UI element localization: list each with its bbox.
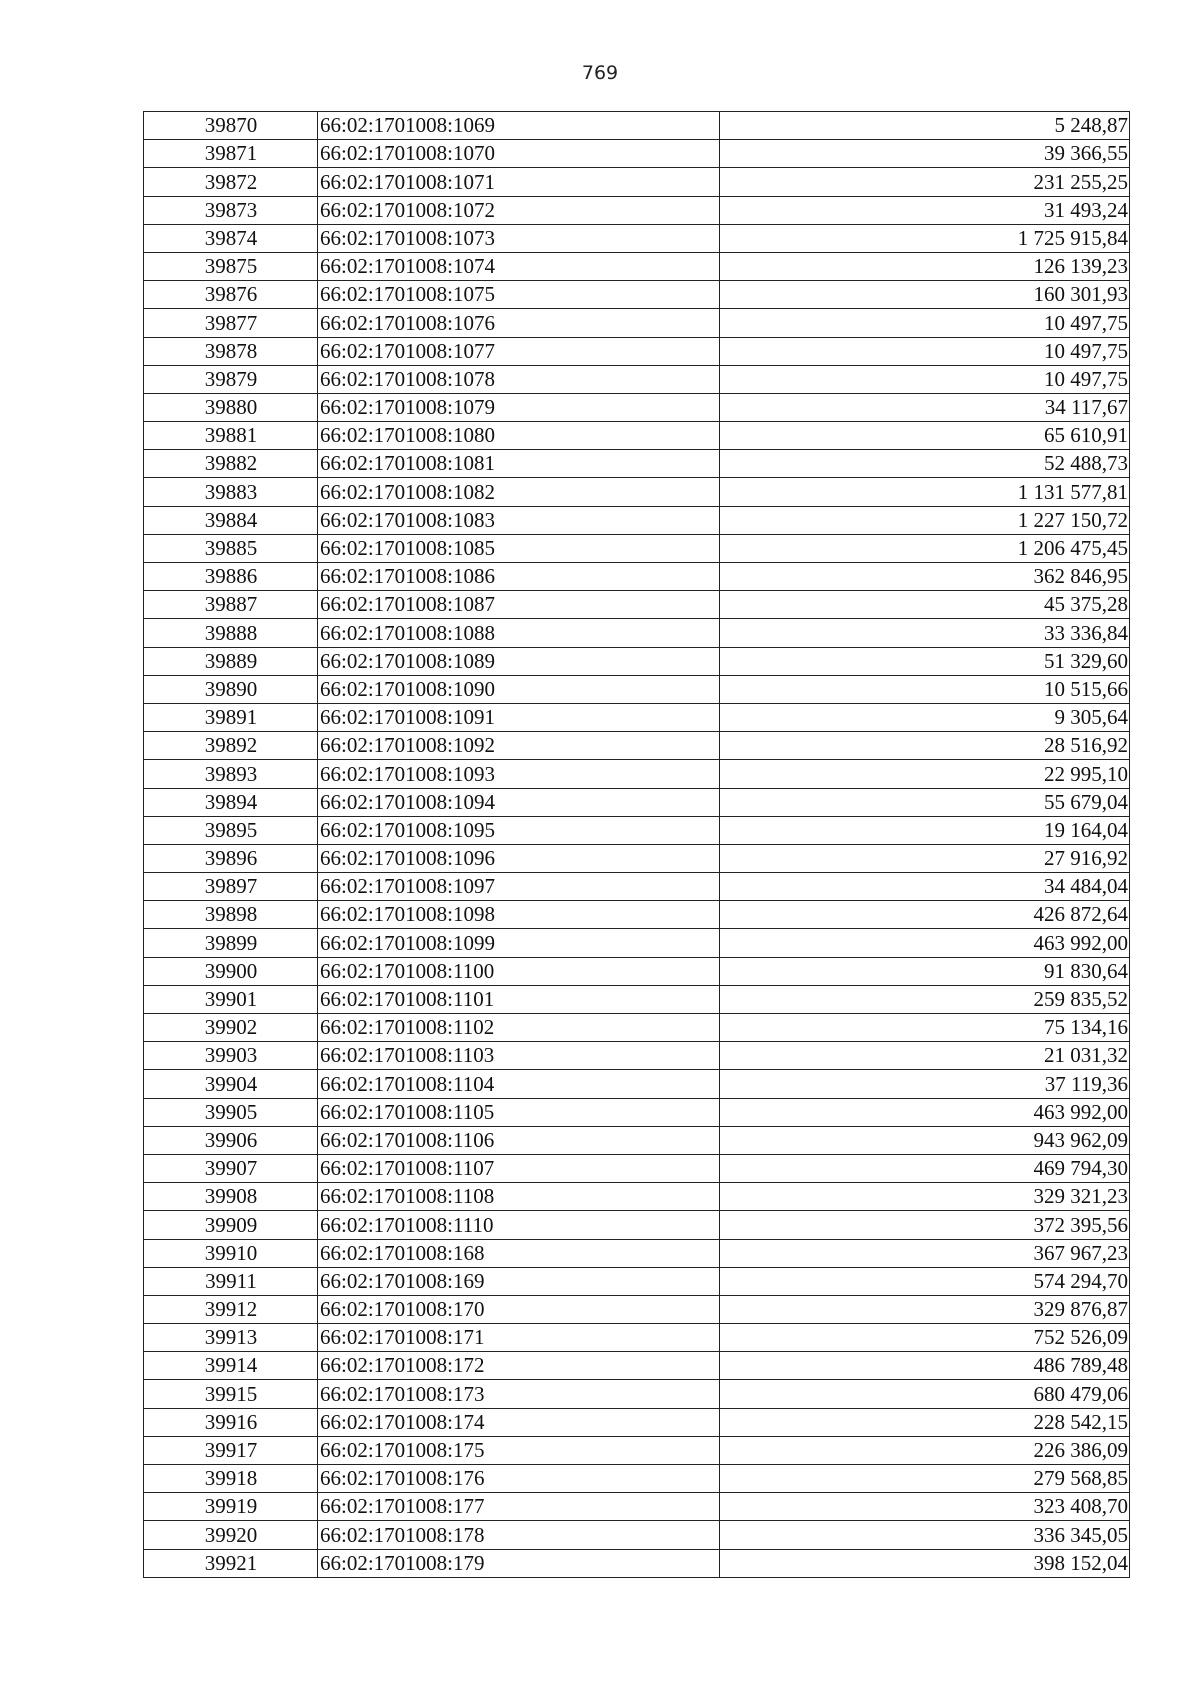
row-number-cell: 39890 [144, 675, 318, 703]
page-number: 769 [581, 62, 619, 84]
cadastral-number-cell: 66:02:1701008:1078 [318, 365, 720, 393]
cadastral-value-cell: 752 526,09 [720, 1324, 1130, 1352]
table-row [144, 168, 1130, 196]
cadastral-value-cell: 21 031,32 [720, 1042, 1130, 1070]
table-row [144, 816, 1130, 844]
cadastral-value-cell: 52 488,73 [720, 450, 1130, 478]
cadastral-number-cell: 66:02:1701008:1075 [318, 281, 720, 309]
cadastral-value-cell: 28 516,92 [720, 732, 1130, 760]
cadastral-number-cell: 66:02:1701008:172 [318, 1352, 720, 1380]
row-number-cell: 39909 [144, 1211, 318, 1239]
table-row [144, 252, 1130, 280]
cadastral-number-cell: 66:02:1701008:1094 [318, 788, 720, 816]
row-number-cell: 39896 [144, 844, 318, 872]
cadastral-value-cell: 367 967,23 [720, 1239, 1130, 1267]
row-number-cell: 39889 [144, 647, 318, 675]
row-number-cell: 39899 [144, 929, 318, 957]
table-row [144, 760, 1130, 788]
cadastral-number-cell: 66:02:1701008:1079 [318, 393, 720, 421]
cadastral-number-cell: 66:02:1701008:179 [318, 1549, 720, 1577]
cadastral-value-cell: 463 992,00 [720, 1098, 1130, 1126]
cadastral-value-cell: 160 301,93 [720, 281, 1130, 309]
cadastral-value-cell: 5 248,87 [720, 112, 1130, 140]
table-row [144, 929, 1130, 957]
table-row [144, 450, 1130, 478]
table-row [144, 1126, 1130, 1154]
table-row [144, 1014, 1130, 1042]
cadastral-number-cell: 66:02:1701008:1085 [318, 534, 720, 562]
table-row [144, 365, 1130, 393]
row-number-cell: 39905 [144, 1098, 318, 1126]
table-row [144, 224, 1130, 252]
cadastral-value-cell: 27 916,92 [720, 844, 1130, 872]
row-number-cell: 39888 [144, 619, 318, 647]
table-row [144, 506, 1130, 534]
row-number-cell: 39884 [144, 506, 318, 534]
row-number-cell: 39883 [144, 478, 318, 506]
cadastral-value-table [143, 111, 1130, 1578]
table-row [144, 619, 1130, 647]
cadastral-number-cell: 66:02:1701008:1105 [318, 1098, 720, 1126]
cadastral-number-cell: 66:02:1701008:174 [318, 1408, 720, 1436]
cadastral-value-cell: 9 305,64 [720, 703, 1130, 731]
cadastral-number-cell: 66:02:1701008:175 [318, 1436, 720, 1464]
row-number-cell: 39897 [144, 873, 318, 901]
row-number-cell: 39919 [144, 1493, 318, 1521]
table-row [144, 478, 1130, 506]
table-row [144, 901, 1130, 929]
table-row [144, 675, 1130, 703]
row-number-cell: 39886 [144, 563, 318, 591]
cadastral-number-cell: 66:02:1701008:1077 [318, 337, 720, 365]
row-number-cell: 39871 [144, 140, 318, 168]
cadastral-number-cell: 66:02:1701008:1074 [318, 252, 720, 280]
cadastral-number-cell: 66:02:1701008:1104 [318, 1070, 720, 1098]
row-number-cell: 39872 [144, 168, 318, 196]
row-number-cell: 39906 [144, 1126, 318, 1154]
table-row [144, 309, 1130, 337]
cadastral-number-cell: 66:02:1701008:1097 [318, 873, 720, 901]
cadastral-value-cell: 10 515,66 [720, 675, 1130, 703]
row-number-cell: 39895 [144, 816, 318, 844]
row-number-cell: 39878 [144, 337, 318, 365]
table-row [144, 1070, 1130, 1098]
cadastral-number-cell: 66:02:1701008:1069 [318, 112, 720, 140]
cadastral-number-cell: 66:02:1701008:1106 [318, 1126, 720, 1154]
table-row [144, 1239, 1130, 1267]
cadastral-number-cell: 66:02:1701008:1070 [318, 140, 720, 168]
table-row [144, 1324, 1130, 1352]
cadastral-value-cell: 1 206 475,45 [720, 534, 1130, 562]
table-row [144, 1183, 1130, 1211]
cadastral-number-cell: 66:02:1701008:169 [318, 1267, 720, 1295]
table-row [144, 1267, 1130, 1295]
cadastral-value-cell: 228 542,15 [720, 1408, 1130, 1436]
row-number-cell: 39882 [144, 450, 318, 478]
cadastral-value-cell: 65 610,91 [720, 422, 1130, 450]
cadastral-value-cell: 362 846,95 [720, 563, 1130, 591]
cadastral-number-cell: 66:02:1701008:1099 [318, 929, 720, 957]
cadastral-value-cell: 463 992,00 [720, 929, 1130, 957]
cadastral-value-cell: 10 497,75 [720, 365, 1130, 393]
cadastral-number-cell: 66:02:1701008:1093 [318, 760, 720, 788]
table-row [144, 1098, 1130, 1126]
row-number-cell: 39912 [144, 1295, 318, 1323]
cadastral-value-cell: 469 794,30 [720, 1154, 1130, 1182]
row-number-cell: 39894 [144, 788, 318, 816]
cadastral-number-cell: 66:02:1701008:1090 [318, 675, 720, 703]
table-row [144, 1352, 1130, 1380]
cadastral-number-cell: 66:02:1701008:170 [318, 1295, 720, 1323]
cadastral-value-cell: 75 134,16 [720, 1014, 1130, 1042]
cadastral-value-cell: 34 117,67 [720, 393, 1130, 421]
cadastral-number-cell: 66:02:1701008:1083 [318, 506, 720, 534]
row-number-cell: 39917 [144, 1436, 318, 1464]
table-row [144, 1549, 1130, 1577]
table-row [144, 1465, 1130, 1493]
cadastral-value-cell: 33 336,84 [720, 619, 1130, 647]
cadastral-value-cell: 372 395,56 [720, 1211, 1130, 1239]
row-number-cell: 39891 [144, 703, 318, 731]
cadastral-number-cell: 66:02:1701008:1100 [318, 957, 720, 985]
cadastral-value-cell: 22 995,10 [720, 760, 1130, 788]
row-number-cell: 39885 [144, 534, 318, 562]
cadastral-number-cell: 66:02:1701008:177 [318, 1493, 720, 1521]
cadastral-value-cell: 329 321,23 [720, 1183, 1130, 1211]
cadastral-number-cell: 66:02:1701008:1089 [318, 647, 720, 675]
cadastral-value-cell: 226 386,09 [720, 1436, 1130, 1464]
cadastral-number-cell: 66:02:1701008:1108 [318, 1183, 720, 1211]
table-row [144, 703, 1130, 731]
row-number-cell: 39887 [144, 591, 318, 619]
table-row [144, 140, 1130, 168]
row-number-cell: 39874 [144, 224, 318, 252]
cadastral-value-cell: 680 479,06 [720, 1380, 1130, 1408]
cadastral-value-cell: 426 872,64 [720, 901, 1130, 929]
table-row [144, 422, 1130, 450]
row-number-cell: 39879 [144, 365, 318, 393]
table-row [144, 112, 1130, 140]
table-row [144, 1493, 1130, 1521]
table-row [144, 1154, 1130, 1182]
cadastral-number-cell: 66:02:1701008:1086 [318, 563, 720, 591]
cadastral-value-cell: 51 329,60 [720, 647, 1130, 675]
cadastral-value-cell: 10 497,75 [720, 337, 1130, 365]
table-row [144, 534, 1130, 562]
table-row [144, 788, 1130, 816]
cadastral-number-cell: 66:02:1701008:1102 [318, 1014, 720, 1042]
table-body [144, 112, 1130, 1578]
cadastral-value-cell: 39 366,55 [720, 140, 1130, 168]
cadastral-value-cell: 37 119,36 [720, 1070, 1130, 1098]
cadastral-value-cell: 943 962,09 [720, 1126, 1130, 1154]
cadastral-value-cell: 1 725 915,84 [720, 224, 1130, 252]
row-number-cell: 39915 [144, 1380, 318, 1408]
row-number-cell: 39903 [144, 1042, 318, 1070]
cadastral-number-cell: 66:02:1701008:1082 [318, 478, 720, 506]
row-number-cell: 39893 [144, 760, 318, 788]
cadastral-number-cell: 66:02:1701008:176 [318, 1465, 720, 1493]
cadastral-number-cell: 66:02:1701008:1096 [318, 844, 720, 872]
cadastral-value-cell: 31 493,24 [720, 196, 1130, 224]
table-row [144, 985, 1130, 1013]
row-number-cell: 39914 [144, 1352, 318, 1380]
table-row [144, 647, 1130, 675]
table-row [144, 393, 1130, 421]
table-row [144, 1408, 1130, 1436]
row-number-cell: 39916 [144, 1408, 318, 1436]
cadastral-value-cell: 231 255,25 [720, 168, 1130, 196]
table-row [144, 591, 1130, 619]
table-row [144, 1211, 1130, 1239]
table-row [144, 563, 1130, 591]
cadastral-number-cell: 66:02:1701008:1088 [318, 619, 720, 647]
cadastral-number-cell: 66:02:1701008:171 [318, 1324, 720, 1352]
cadastral-value-cell: 279 568,85 [720, 1465, 1130, 1493]
cadastral-number-cell: 66:02:1701008:1080 [318, 422, 720, 450]
table-row [144, 1042, 1130, 1070]
cadastral-value-cell: 10 497,75 [720, 309, 1130, 337]
row-number-cell: 39913 [144, 1324, 318, 1352]
row-number-cell: 39918 [144, 1465, 318, 1493]
row-number-cell: 39880 [144, 393, 318, 421]
row-number-cell: 39910 [144, 1239, 318, 1267]
cadastral-value-cell: 45 375,28 [720, 591, 1130, 619]
row-number-cell: 39908 [144, 1183, 318, 1211]
table-row [144, 196, 1130, 224]
row-number-cell: 39911 [144, 1267, 318, 1295]
cadastral-number-cell: 66:02:1701008:1087 [318, 591, 720, 619]
row-number-cell: 39870 [144, 112, 318, 140]
cadastral-number-cell: 66:02:1701008:1092 [318, 732, 720, 760]
cadastral-value-cell: 91 830,64 [720, 957, 1130, 985]
table-row [144, 281, 1130, 309]
cadastral-number-cell: 66:02:1701008:1073 [318, 224, 720, 252]
cadastral-value-cell: 55 679,04 [720, 788, 1130, 816]
row-number-cell: 39921 [144, 1549, 318, 1577]
row-number-cell: 39876 [144, 281, 318, 309]
table-row [144, 1295, 1130, 1323]
row-number-cell: 39902 [144, 1014, 318, 1042]
table-row [144, 957, 1130, 985]
cadastral-value-cell: 336 345,05 [720, 1521, 1130, 1549]
cadastral-number-cell: 66:02:1701008:1098 [318, 901, 720, 929]
cadastral-number-cell: 66:02:1701008:1101 [318, 985, 720, 1013]
cadastral-number-cell: 66:02:1701008:1072 [318, 196, 720, 224]
row-number-cell: 39877 [144, 309, 318, 337]
cadastral-value-cell: 323 408,70 [720, 1493, 1130, 1521]
cadastral-number-cell: 66:02:1701008:1071 [318, 168, 720, 196]
cadastral-value-cell: 486 789,48 [720, 1352, 1130, 1380]
cadastral-number-cell: 66:02:1701008:1107 [318, 1154, 720, 1182]
row-number-cell: 39873 [144, 196, 318, 224]
cadastral-value-cell: 1 131 577,81 [720, 478, 1130, 506]
table-row [144, 844, 1130, 872]
table-row [144, 1380, 1130, 1408]
cadastral-value-cell: 329 876,87 [720, 1295, 1130, 1323]
row-number-cell: 39900 [144, 957, 318, 985]
cadastral-number-cell: 66:02:1701008:1076 [318, 309, 720, 337]
row-number-cell: 39881 [144, 422, 318, 450]
cadastral-value-cell: 574 294,70 [720, 1267, 1130, 1295]
cadastral-number-cell: 66:02:1701008:1091 [318, 703, 720, 731]
row-number-cell: 39907 [144, 1154, 318, 1182]
cadastral-value-cell: 1 227 150,72 [720, 506, 1130, 534]
cadastral-number-cell: 66:02:1701008:1095 [318, 816, 720, 844]
cadastral-value-cell: 126 139,23 [720, 252, 1130, 280]
cadastral-value-cell: 34 484,04 [720, 873, 1130, 901]
cadastral-number-cell: 66:02:1701008:178 [318, 1521, 720, 1549]
row-number-cell: 39875 [144, 252, 318, 280]
table-row [144, 337, 1130, 365]
cadastral-number-cell: 66:02:1701008:168 [318, 1239, 720, 1267]
cadastral-number-cell: 66:02:1701008:1110 [318, 1211, 720, 1239]
cadastral-value-cell: 259 835,52 [720, 985, 1130, 1013]
row-number-cell: 39901 [144, 985, 318, 1013]
row-number-cell: 39920 [144, 1521, 318, 1549]
table-row [144, 1436, 1130, 1464]
table-row [144, 1521, 1130, 1549]
table-row [144, 732, 1130, 760]
cadastral-value-cell: 19 164,04 [720, 816, 1130, 844]
cadastral-value-cell: 398 152,04 [720, 1549, 1130, 1577]
row-number-cell: 39892 [144, 732, 318, 760]
row-number-cell: 39904 [144, 1070, 318, 1098]
cadastral-number-cell: 66:02:1701008:1081 [318, 450, 720, 478]
table-row [144, 873, 1130, 901]
row-number-cell: 39898 [144, 901, 318, 929]
cadastral-number-cell: 66:02:1701008:1103 [318, 1042, 720, 1070]
cadastral-number-cell: 66:02:1701008:173 [318, 1380, 720, 1408]
